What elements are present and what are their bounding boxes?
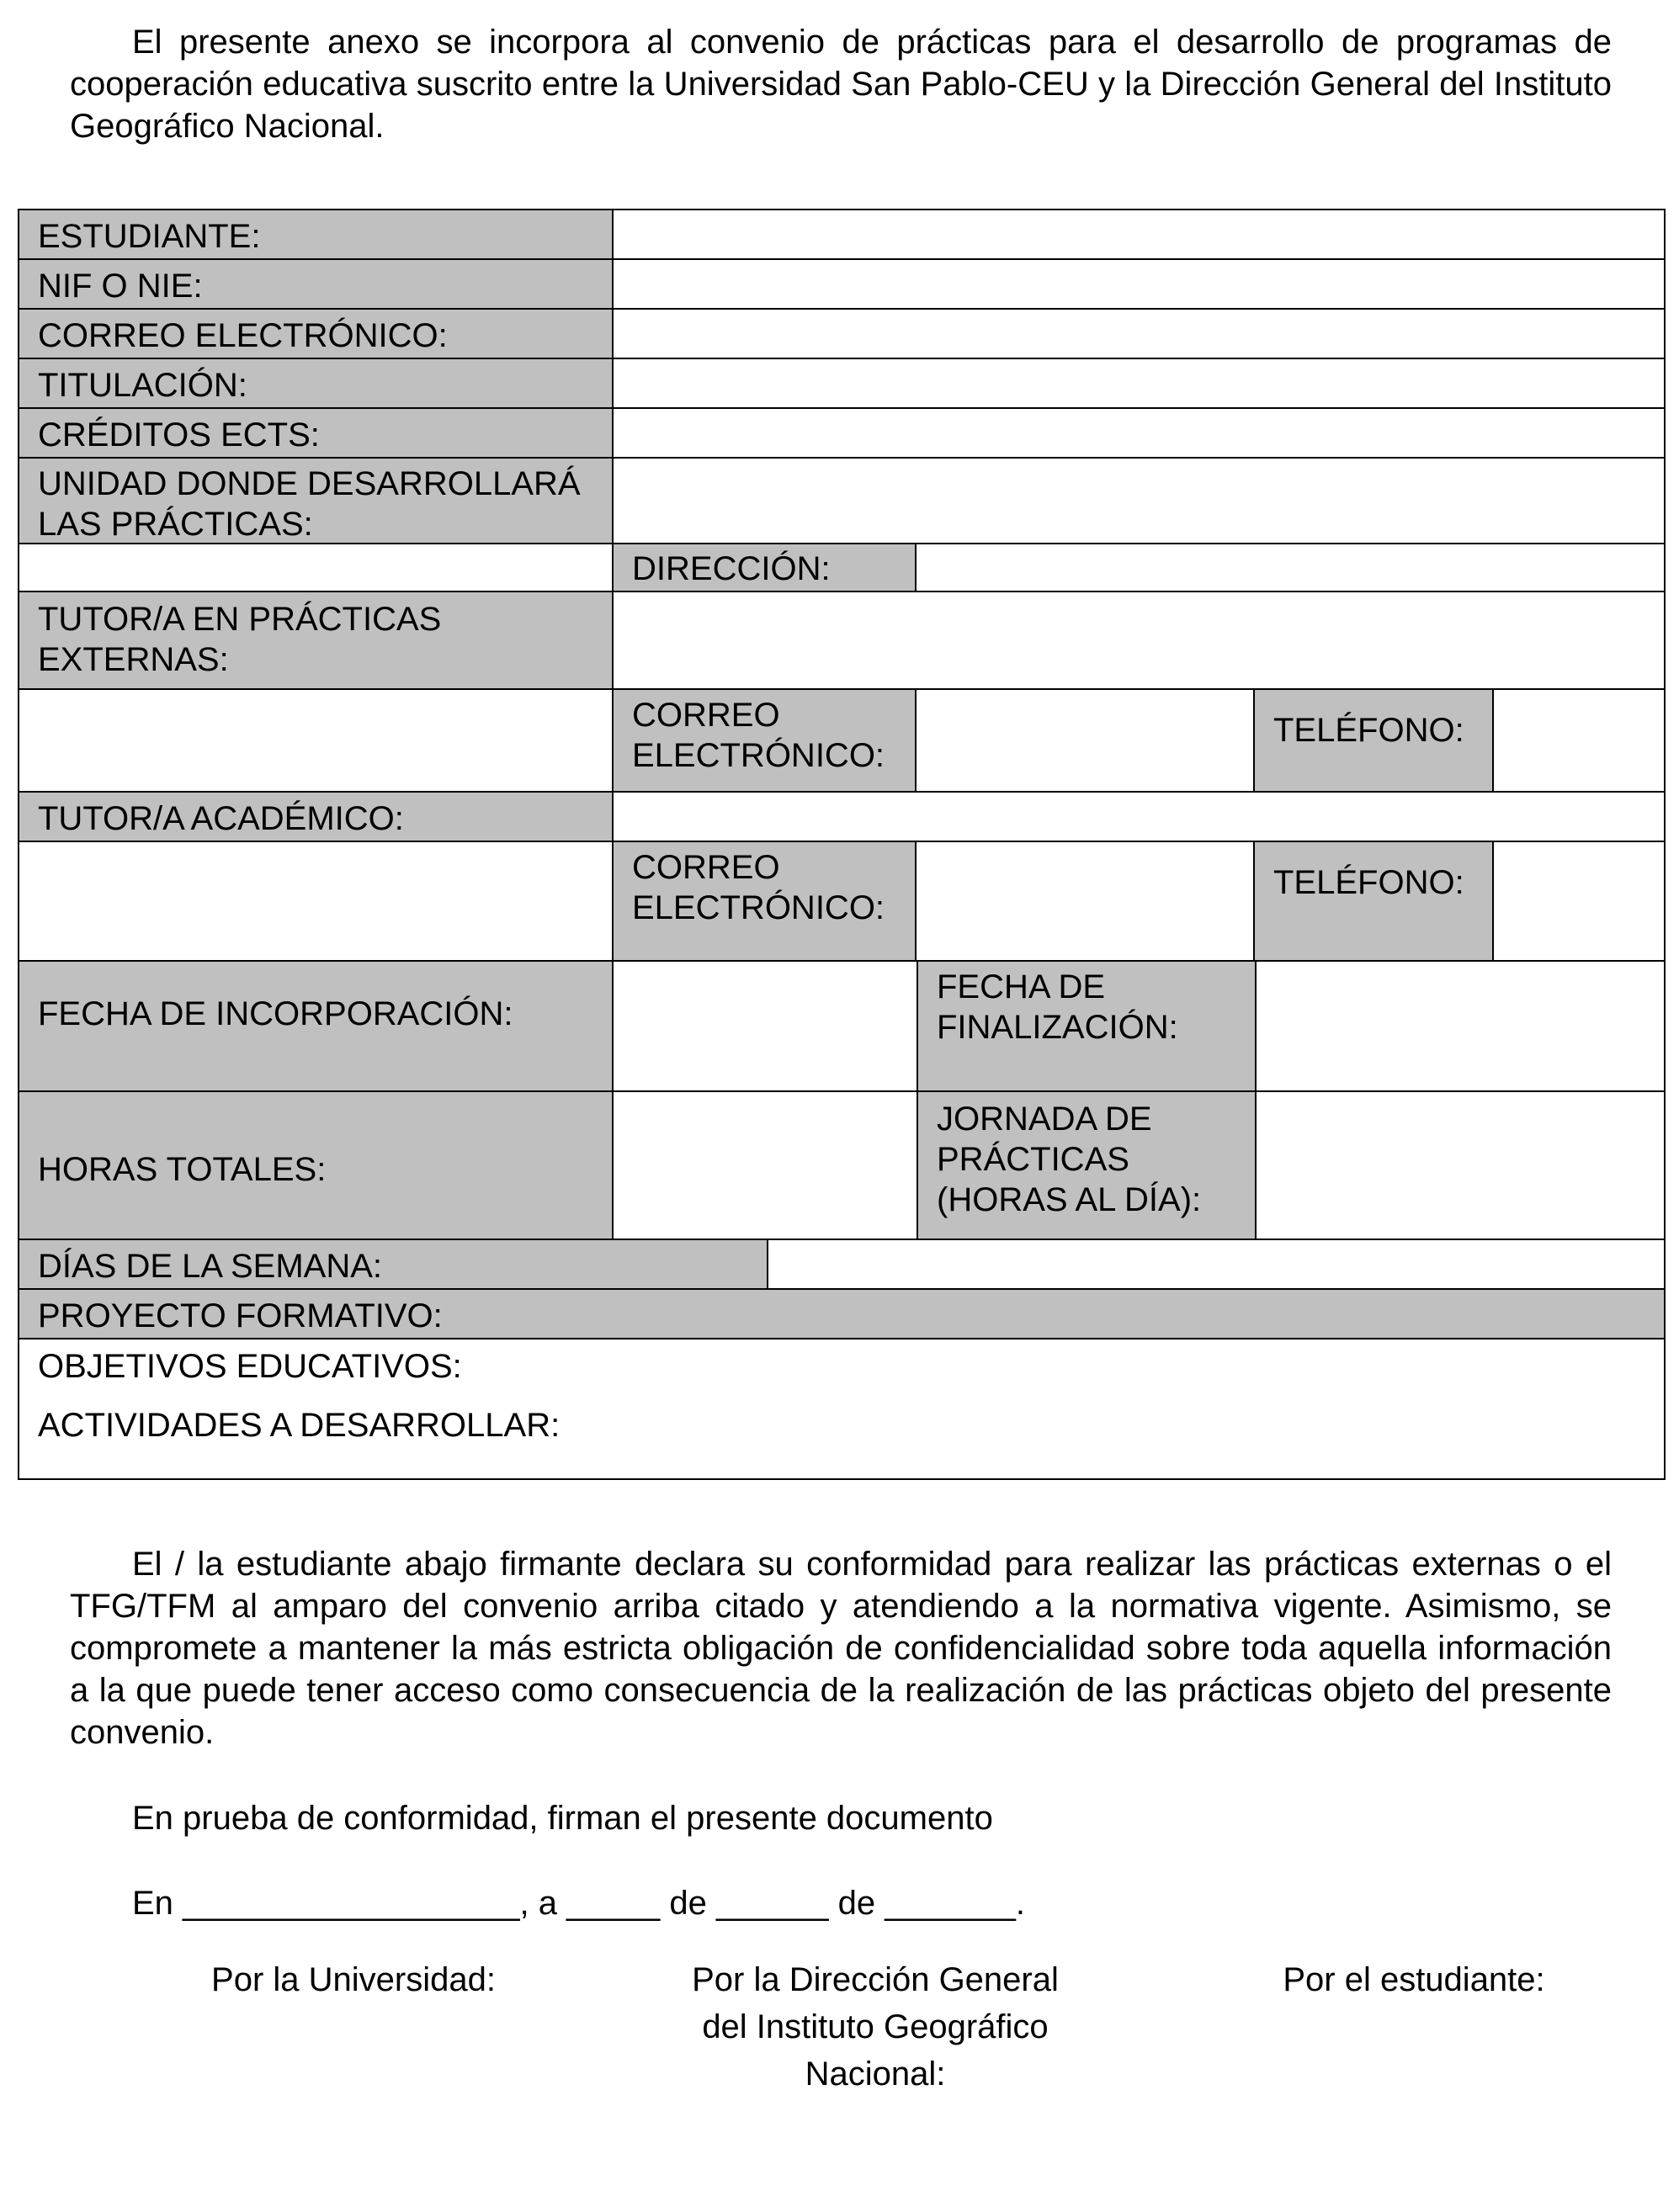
blank-cell <box>18 543 614 592</box>
label-titulacion: TITULACIÓN: <box>18 358 614 409</box>
signature-ign: Por la Dirección General del Instituto Geográfico Nacional: <box>692 1961 1059 2093</box>
field-unidad[interactable] <box>612 457 1666 544</box>
field-direccion[interactable] <box>915 543 1666 592</box>
label-jornada: JORNADA DE PRÁCTICAS (HORAS AL DÍA): <box>917 1090 1257 1240</box>
intro-text: El presente anexo se incorpora al convenio de prácticas para el desarrollo de programas de cooperación educativa suscrito entre la Universidad San Pablo-CEU y la Dirección General del Instituto Geográfico Nacional. <box>70 24 1612 145</box>
field-telefono-tutor-academico[interactable] <box>1492 841 1666 962</box>
field-fecha-finalizacion[interactable] <box>1255 960 1666 1092</box>
label-fecha-finalizacion: FECHA DE FINALIZACIÓN: <box>917 960 1257 1092</box>
label-actividades: ACTIVIDADES A DESARROLLAR: <box>38 1407 561 1444</box>
conformity-text: En prueba de conformidad, firman el presente documento <box>132 1800 993 1837</box>
label-tutor-externo: TUTOR/A EN PRÁCTICAS EXTERNAS: <box>18 591 614 690</box>
label-telefono-tutor-externo: TELÉFONO: <box>1253 688 1494 793</box>
field-proyecto-formativo[interactable] <box>18 1338 1666 1480</box>
label-objetivos: OBJETIVOS EDUCATIVOS: <box>38 1348 462 1385</box>
label-fecha-incorporacion: FECHA DE INCORPORACIÓN: <box>18 960 614 1092</box>
declaration-paragraph <box>70 1543 1612 1753</box>
label-telefono-tutor-academico: TELÉFONO: <box>1253 841 1494 962</box>
label-tutor-academico: TUTOR/A ACADÉMICO: <box>18 791 614 842</box>
student-form <box>18 209 1666 1480</box>
field-correo-tutor-externo[interactable] <box>915 688 1255 793</box>
label-direccion: DIRECCIÓN: <box>612 543 917 592</box>
field-horas-totales[interactable] <box>612 1090 918 1240</box>
declaration-text: El / la estudiante abajo firmante declara su conformidad para realizar las prácticas externas o el TFG/TFM al amparo del convenio arriba citado y atendiendo a la normativa vigente. Asimismo, se compromete a mantener la más estricta obligación de confidencialidad sobre toda aquella información a la que puede tener acceso como consecuencia de la realización de las prácticas objeto del presente convenio. <box>70 1546 1612 1751</box>
blank-cell <box>18 688 614 793</box>
label-dias-semana: DÍAS DE LA SEMANA: <box>18 1239 768 1290</box>
field-correo-tutor-academico[interactable] <box>915 841 1255 962</box>
blank-cell <box>18 841 614 962</box>
label-estudiante: ESTUDIANTE: <box>18 209 614 260</box>
signature-universidad: Por la Universidad: <box>211 1961 496 1998</box>
field-dias-semana[interactable] <box>767 1239 1666 1290</box>
field-telefono-tutor-externo[interactable] <box>1492 688 1666 793</box>
signature-estudiante: Por el estudiante: <box>1283 1961 1545 1998</box>
field-titulacion[interactable] <box>612 358 1666 409</box>
field-creditos[interactable] <box>612 407 1666 459</box>
field-fecha-incorporacion[interactable] <box>612 960 918 1092</box>
field-jornada[interactable] <box>1255 1090 1666 1240</box>
field-tutor-academico[interactable] <box>612 791 1666 842</box>
label-correo-tutor-academico: CORREO ELECTRÓNICO: <box>612 841 917 962</box>
label-correo-tutor-externo: CORREO ELECTRÓNICO: <box>612 688 917 793</box>
field-nif[interactable] <box>612 258 1666 310</box>
place-date-line: En __________________, a _____ de ______ de _______. <box>132 1885 1026 1922</box>
label-correo: CORREO ELECTRÓNICO: <box>18 308 614 359</box>
label-creditos: CRÉDITOS ECTS: <box>18 407 614 459</box>
field-estudiante[interactable] <box>612 209 1666 260</box>
intro-paragraph <box>70 21 1612 147</box>
field-correo[interactable] <box>612 308 1666 359</box>
label-horas-totales: HORAS TOTALES: <box>18 1090 614 1240</box>
label-nif: NIF O NIE: <box>18 258 614 310</box>
label-unidad: UNIDAD DONDE DESARROLLARÁ LAS PRÁCTICAS: <box>18 457 614 544</box>
label-proyecto-formativo: PROYECTO FORMATIVO: <box>18 1288 1666 1339</box>
field-tutor-externo[interactable] <box>612 591 1666 690</box>
